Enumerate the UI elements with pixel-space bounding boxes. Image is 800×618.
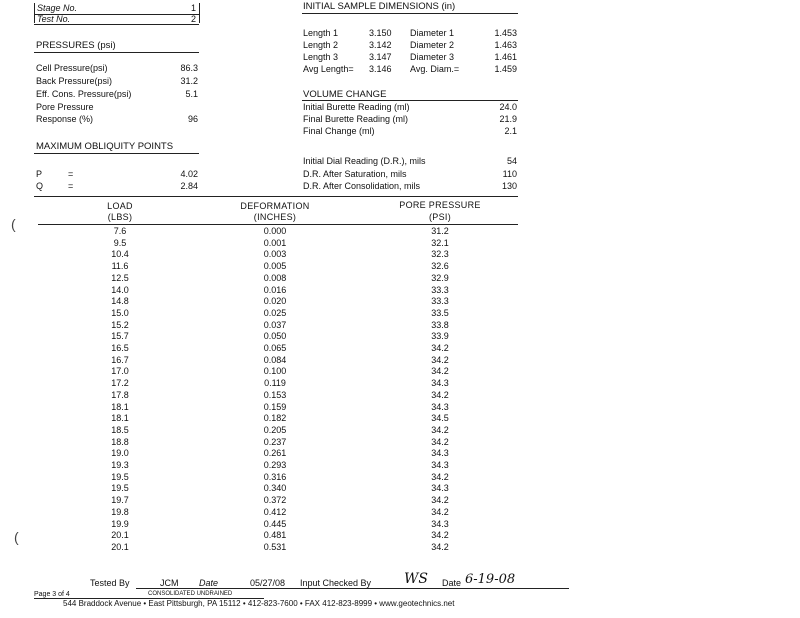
box-bottom-border bbox=[34, 24, 199, 25]
load-cell: 11.6 bbox=[111, 261, 129, 272]
stage-label: Stage No. bbox=[37, 3, 78, 13]
dr-consolidation-label: D.R. After Consolidation, mils bbox=[303, 181, 421, 191]
deformation-cell: 0.005 bbox=[263, 261, 287, 272]
pressures-title: PRESSURES (psi) bbox=[36, 40, 116, 51]
deformation-cell: 0.050 bbox=[263, 331, 287, 342]
deformation-cell: 0.153 bbox=[263, 389, 287, 400]
pore-pressure-cell: 34.3 bbox=[431, 518, 449, 529]
deformation-cell: 0.293 bbox=[263, 460, 287, 470]
length-2-label: Length 2 bbox=[303, 40, 339, 50]
col-pore-pressure-unit: (PSI) bbox=[428, 212, 451, 222]
load-cell: 19.7 bbox=[111, 495, 129, 506]
load-cell: 15.7 bbox=[111, 331, 129, 342]
deformation-cell: 0.000 bbox=[263, 226, 287, 236]
load-cell: 20.1 bbox=[111, 541, 129, 552]
load-cell: 9.5 bbox=[113, 237, 127, 248]
pore-pressure-cell: 34.2 bbox=[431, 424, 449, 435]
pressures-title-underline bbox=[34, 52, 199, 53]
col-deformation-unit: (INCHES) bbox=[253, 212, 297, 222]
deformation-cell: 0.159 bbox=[263, 401, 287, 412]
dr-saturation-label: D.R. After Saturation, mils bbox=[303, 169, 407, 179]
p-equals: = bbox=[68, 169, 74, 179]
punch-mark: ( bbox=[14, 529, 19, 545]
pore-pressure-cell: 34.2 bbox=[431, 389, 449, 400]
load-cell: 15.0 bbox=[111, 307, 129, 318]
punch-mark: ( bbox=[11, 216, 16, 232]
deformation-cell: 0.008 bbox=[263, 272, 287, 283]
load-cell: 16.5 bbox=[111, 343, 129, 353]
deformation-cell: 0.205 bbox=[263, 424, 287, 435]
pore-pressure-cell: 33.5 bbox=[431, 307, 449, 318]
load-cell: 17.8 bbox=[111, 389, 129, 400]
col-deformation-header: DEFORMATION bbox=[240, 201, 310, 211]
diameter-2-value: 1.463 bbox=[494, 40, 517, 50]
avg-diameter-label: Avg. Diam.= bbox=[410, 64, 460, 74]
p-value: 4.02 bbox=[180, 169, 198, 179]
q-equals: = bbox=[68, 181, 74, 191]
response-value: 96 bbox=[187, 114, 198, 124]
q-symbol: Q bbox=[36, 181, 44, 191]
date2-label: Date bbox=[442, 578, 462, 588]
load-cell: 19.0 bbox=[111, 448, 129, 459]
volume-title: VOLUME CHANGE bbox=[303, 89, 387, 100]
load-cell: 18.5 bbox=[111, 424, 129, 435]
obliquity-title-underline bbox=[34, 153, 199, 154]
dr-saturation-value: 110 bbox=[502, 169, 517, 179]
pore-pressure-cell: 34.2 bbox=[431, 354, 449, 365]
diameter-3-label: Diameter 3 bbox=[410, 52, 455, 62]
tested-by-label: Tested By bbox=[90, 578, 130, 588]
load-cell: 19.8 bbox=[111, 506, 129, 517]
avg-length-label: Avg Length= bbox=[303, 64, 354, 74]
load-cell: 15.2 bbox=[111, 319, 129, 330]
deformation-cell: 0.372 bbox=[263, 495, 287, 506]
load-cell: 17.2 bbox=[111, 378, 129, 389]
date-value: 05/27/08 bbox=[250, 578, 286, 588]
deformation-cell: 0.119 bbox=[264, 378, 286, 389]
load-cell: 16.7 bbox=[111, 354, 129, 365]
deformation-cell: 0.182 bbox=[263, 413, 287, 424]
load-cell: 18.1 bbox=[111, 401, 129, 412]
length-3-label: Length 3 bbox=[303, 52, 339, 62]
obliquity-title: MAXIMUM OBLIQUITY POINTS bbox=[36, 141, 174, 152]
deformation-cell: 0.412 bbox=[263, 506, 287, 517]
deformation-cell: 0.016 bbox=[263, 284, 287, 295]
table-top-rule bbox=[34, 196, 518, 197]
deformation-cell: 0.445 bbox=[263, 518, 287, 529]
pore-pressure-cell: 34.2 bbox=[431, 436, 449, 447]
dimensions-title: INITIAL SAMPLE DIMENSIONS (in) bbox=[303, 1, 456, 12]
deformation-cell: 0.261 bbox=[263, 448, 287, 459]
load-cell: 17.0 bbox=[111, 366, 129, 377]
initial-burette-value: 24.0 bbox=[499, 102, 517, 112]
dimensions-title-underline bbox=[302, 13, 518, 14]
load-cell: 19.3 bbox=[111, 460, 129, 470]
deformation-cell: 0.025 bbox=[263, 307, 287, 318]
diameter-2-label: Diameter 2 bbox=[410, 40, 455, 50]
final-change-label: Final Change (ml) bbox=[303, 126, 375, 136]
deformation-cell: 0.340 bbox=[263, 483, 287, 494]
load-cell: 14.8 bbox=[111, 296, 129, 307]
deformation-cell: 0.100 bbox=[263, 366, 287, 377]
pore-pressure-cell: 33.8 bbox=[431, 319, 449, 330]
checked-by-signature: WS bbox=[404, 571, 428, 587]
pore-pressure-cell: 34.3 bbox=[431, 378, 449, 389]
load-cell: 10.4 bbox=[111, 249, 129, 260]
length-1-label: Length 1 bbox=[303, 28, 339, 38]
p-symbol: P bbox=[36, 169, 43, 179]
pore-pressure-cell: 34.2 bbox=[431, 366, 449, 377]
volume-title-underline bbox=[302, 100, 518, 101]
date-label: Date bbox=[199, 578, 219, 588]
input-checked-label: Input Checked By bbox=[300, 578, 372, 588]
pore-pressure-cell: 34.2 bbox=[431, 343, 449, 353]
final-burette-value: 21.9 bbox=[499, 114, 517, 124]
length-2-value: 3.142 bbox=[369, 40, 392, 50]
pore-pressure-cell: 33.9 bbox=[431, 331, 449, 342]
load-cell: 20.1 bbox=[111, 530, 129, 541]
test-value: 2 bbox=[190, 14, 196, 24]
pore-pressure-cell: 34.2 bbox=[431, 530, 449, 541]
pore-pressure-cell: 34.3 bbox=[431, 483, 449, 494]
diameter-3-value: 1.461 bbox=[494, 52, 517, 62]
load-cell: 19.5 bbox=[111, 483, 129, 494]
back-pressure-value: 31.2 bbox=[180, 76, 198, 86]
diameter-1-label: Diameter 1 bbox=[410, 28, 455, 38]
load-cell: 18.8 bbox=[111, 436, 129, 447]
pore-pressure-cell: 32.3 bbox=[431, 249, 449, 260]
pore-pressure-label: Pore Pressure bbox=[36, 102, 94, 112]
checked-date-handwritten: 6-19-08 bbox=[465, 572, 516, 587]
cell-pressure-label: Cell Pressure(psi) bbox=[36, 63, 108, 73]
deformation-cell: 0.531 bbox=[263, 541, 287, 552]
eff-cons-pressure-label: Eff. Cons. Pressure(psi) bbox=[36, 89, 132, 99]
col-pore-pressure-header: PORE PRESSURE bbox=[399, 200, 481, 210]
deformation-cell: 0.020 bbox=[263, 296, 287, 307]
load-cell: 18.1 bbox=[111, 413, 129, 424]
pore-pressure-cell: 34.2 bbox=[431, 495, 449, 506]
deformation-cell: 0.065 bbox=[263, 343, 287, 353]
pore-pressure-cell: 34.3 bbox=[431, 448, 449, 459]
length-3-value: 3.147 bbox=[369, 52, 392, 62]
pore-pressure-cell: 33.3 bbox=[431, 284, 449, 295]
load-cell: 12.5 bbox=[111, 272, 129, 283]
pore-pressure-cell: 32.6 bbox=[431, 261, 449, 272]
final-burette-label: Final Burette Reading (ml) bbox=[303, 114, 409, 124]
box-right-border bbox=[199, 3, 200, 23]
load-cell: 19.9 bbox=[111, 518, 129, 529]
col-load-header: LOAD bbox=[107, 201, 133, 211]
company-address: 544 Braddock Avenue • East Pittsburgh, PA 15112 • 412-823-7600 • FAX 412-823-8999 • www.geotechnics.net bbox=[63, 599, 455, 608]
tested-by-value: JCM bbox=[160, 578, 179, 588]
pore-pressure-cell: 34.3 bbox=[431, 401, 449, 412]
length-1-value: 3.150 bbox=[369, 28, 392, 38]
pore-pressure-cell: 34.5 bbox=[431, 413, 449, 424]
avg-length-value: 3.146 bbox=[369, 64, 392, 74]
table-header-rule bbox=[38, 224, 518, 225]
deformation-cell: 0.084 bbox=[263, 354, 287, 365]
initial-dial-value: 54 bbox=[506, 156, 517, 166]
deformation-cell: 0.237 bbox=[263, 436, 287, 447]
pore-pressure-cell: 33.3 bbox=[431, 296, 449, 307]
response-label: Response (%) bbox=[36, 114, 94, 124]
deformation-cell: 0.001 bbox=[263, 237, 287, 248]
initial-burette-label: Initial Burette Reading (ml) bbox=[303, 102, 410, 112]
eff-cons-pressure-value: 5.1 bbox=[185, 89, 198, 99]
initial-dial-label: Initial Dial Reading (D.R.), mils bbox=[303, 156, 426, 166]
deformation-cell: 0.316 bbox=[263, 471, 287, 482]
q-value: 2.84 bbox=[180, 181, 198, 191]
pore-pressure-cell: 31.2 bbox=[431, 226, 449, 236]
box-left-border bbox=[34, 3, 35, 23]
pore-pressure-cell: 34.3 bbox=[431, 460, 449, 470]
test-label: Test No. bbox=[37, 14, 71, 24]
footer-signature-rule bbox=[136, 588, 569, 589]
dr-consolidation-value: 130 bbox=[501, 181, 517, 191]
pore-pressure-cell: 32.1 bbox=[431, 237, 449, 248]
pore-pressure-cell: 34.2 bbox=[431, 541, 449, 552]
cell-pressure-value: 86.3 bbox=[180, 63, 198, 73]
load-cell: 7.6 bbox=[113, 226, 127, 236]
deformation-cell: 0.003 bbox=[263, 249, 287, 260]
deformation-cell: 0.481 bbox=[263, 530, 287, 541]
pore-pressure-cell: 34.2 bbox=[431, 506, 449, 517]
form-code: CONSOLIDATED UNDRAINED bbox=[148, 591, 233, 597]
page-number: Page 3 of 4 bbox=[34, 591, 70, 598]
diameter-1-value: 1.453 bbox=[494, 28, 517, 38]
pore-pressure-cell: 32.9 bbox=[431, 272, 449, 283]
load-cell: 19.5 bbox=[111, 471, 129, 482]
col-load-unit: (LBS) bbox=[107, 212, 133, 222]
back-pressure-label: Back Pressure(psi) bbox=[36, 76, 113, 86]
pore-pressure-cell: 34.2 bbox=[431, 471, 449, 482]
final-change-value: 2.1 bbox=[504, 126, 517, 136]
table-row bbox=[0, 542, 800, 555]
deformation-cell: 0.037 bbox=[263, 319, 287, 330]
stage-value: 1 bbox=[190, 3, 196, 13]
load-cell: 14.0 bbox=[111, 284, 129, 295]
avg-diameter-value: 1.459 bbox=[494, 64, 517, 74]
